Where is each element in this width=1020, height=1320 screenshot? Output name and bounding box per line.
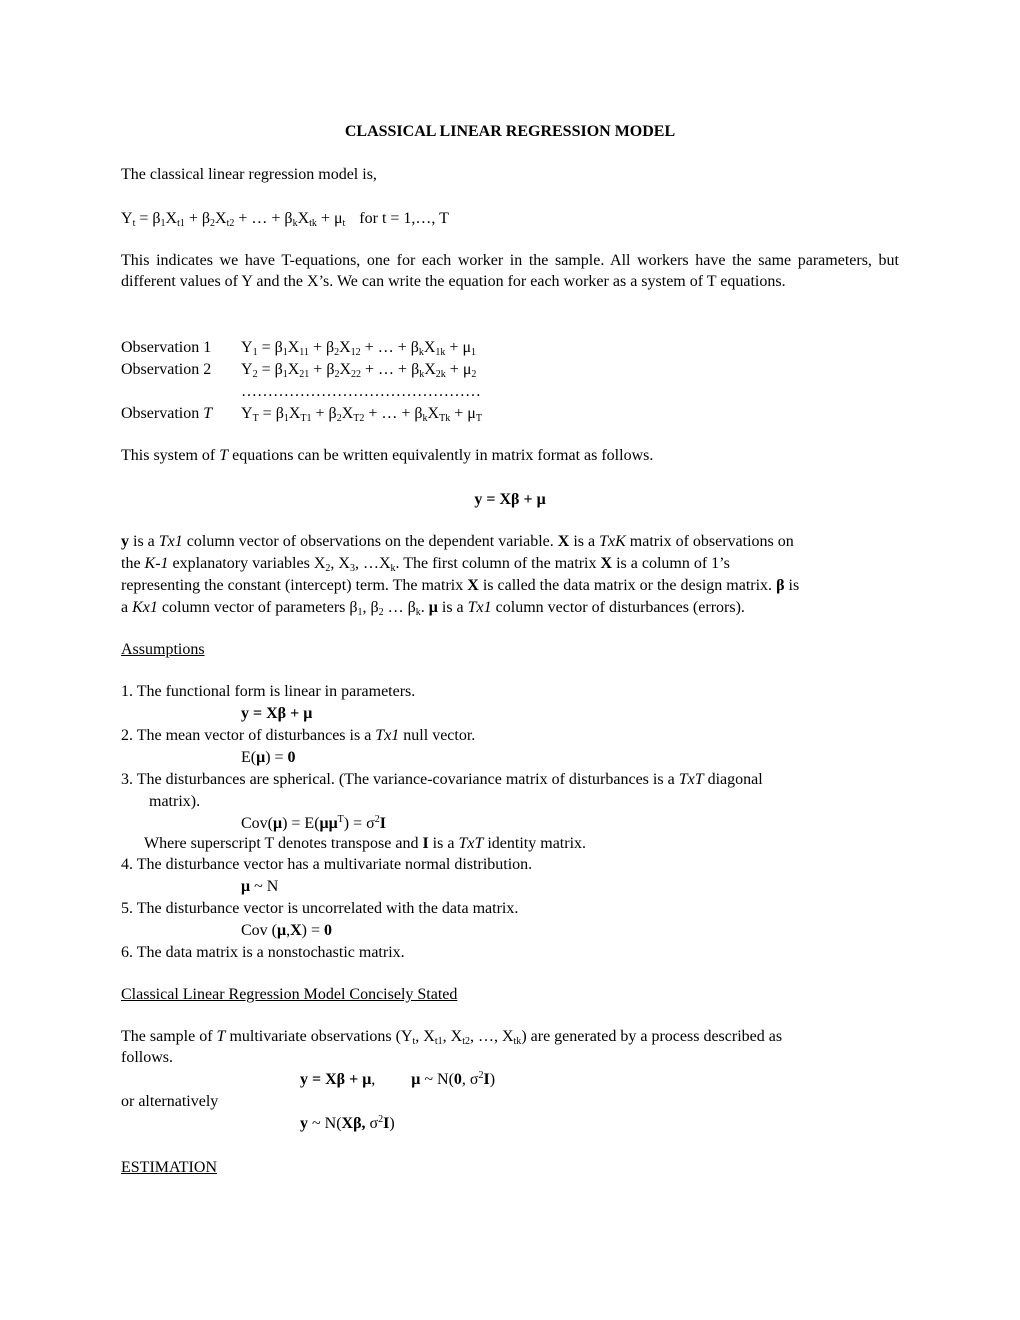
paragraph-definitions-line3: representing the constant (intercept) term. The matrix X is called the data matrix or the design matrix. β is xyxy=(121,577,800,594)
estimation-heading: ESTIMATION xyxy=(121,1159,217,1176)
assumption-3-equation: $Cov(\mu) = E(\mu\mu^T) = \sigma^2I$ xyxy=(241,814,386,832)
observation-2-equation: $Y_2 = \beta_1X_{21} + \beta_2X_{22}$ + … + $\beta_kX_{2k} + \mu_2$ xyxy=(241,361,477,380)
observation-T-equation: $Y_T = \beta_1X_{T1} + \beta_2X_{T2}$ + … + $\beta_kX_{Tk} + \mu_T$ xyxy=(241,405,482,424)
assumptions-heading: Assumptions xyxy=(121,641,205,658)
assumption-4: 4. The disturbance vector has a multivariate normal distribution. xyxy=(121,856,533,873)
paragraph-matrix-format: This system of T equations can be written equivalently in matrix format as follows. xyxy=(121,447,654,464)
observation-1-equation: $Y_1 = \beta_1X_{11} + \beta_2X_{12}$ + … + $\beta_kX_{1k} + \mu_1$ xyxy=(241,339,477,358)
page-title: CLASSICAL LINEAR REGRESSION MODEL xyxy=(344,123,676,140)
concise-equation-2: y ~ N(Xβ, $\sigma^2I$) xyxy=(300,1114,395,1132)
matrix-equation: y = Xβ + μ xyxy=(474,491,546,508)
paragraph-definitions-line2: the K-1 explanatory variables $X_2$, $X_3$, $\dots X_k$. The first column of the matrix X is a column of 1’s xyxy=(121,555,730,574)
assumption-3-continued: matrix). xyxy=(149,793,201,810)
assumption-1-equation: y = Xβ + μ xyxy=(241,705,313,722)
observation-T: Observation T xyxy=(121,405,213,422)
observation-2: Observation 2 xyxy=(121,361,212,378)
assumption-1: 1. The functional form is linear in parameters. xyxy=(121,683,416,700)
assumption-3-note: Where superscript T denotes transpose and I is a TxT identity matrix. xyxy=(144,835,587,852)
model-equation: $Y_t = \beta_1X_{t1} + \beta_2X_{t2}$ + … + $\beta_kX_{tk} + \mu_t$ for t = 1,…, T xyxy=(121,210,449,229)
concise-or-alternatively: or alternatively xyxy=(121,1093,219,1110)
paragraph-definitions-line1: y is a Tx1 column vector of observations on the dependent variable. X is a TxK matrix of observations on xyxy=(121,533,794,550)
assumption-6: 6. The data matrix is a nonstochastic matrix. xyxy=(121,944,405,961)
assumption-2: 2. The mean vector of disturbances is a Tx1 null vector. xyxy=(121,727,476,744)
assumption-5-equation: Cov (μ,X) = 0 xyxy=(241,922,332,939)
concise-paragraph-follows: follows. xyxy=(121,1049,173,1066)
assumption-3: 3. The disturbances are spherical. (The variance-covariance matrix of disturbances is a TxT diagonal xyxy=(121,771,763,788)
concise-equation-1: y = Xβ + μ, μ ~ N(0, $\sigma^2I$) xyxy=(300,1070,496,1088)
concise-paragraph: The sample of T multivariate observations ($Y_t$, $X_{t1}$, $X_{t2}$, …, $X_{tk}$) are generated by a process described as xyxy=(121,1028,783,1047)
paragraph-definitions-line4: a Kx1 column vector of parameters $\beta_1$, $\beta_2$ … $\beta_k$. μ is a Tx1 column vector of disturbances (errors). xyxy=(121,599,745,618)
assumption-5: 5. The disturbance vector is uncorrelated with the data matrix. xyxy=(121,900,519,917)
intro-text: The classical linear regression model is, xyxy=(121,166,377,183)
paragraph-system: This indicates we have T-equations, one for each worker in the sample. All workers have the same parameters, but different values of Y and the X’s. We can write the equation for each worker as a system of T equations. xyxy=(121,252,899,290)
assumption-4-equation: μ ~ N xyxy=(241,878,279,895)
observation-1: Observation 1 xyxy=(121,339,212,356)
observation-ellipsis: ……………………………………… xyxy=(241,383,481,400)
concise-heading: Classical Linear Regression Model Concisely Stated xyxy=(121,986,458,1003)
assumption-2-equation: E(μ) = 0 xyxy=(241,749,296,766)
